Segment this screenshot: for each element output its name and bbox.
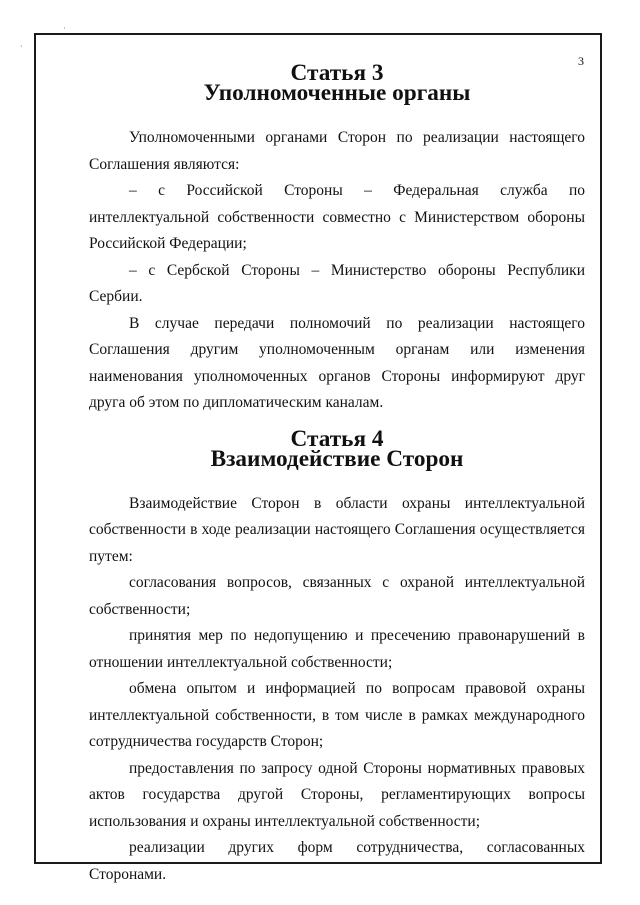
page-number: 3 (578, 54, 584, 68)
article-4-paragraph: Взаимодействие Сторон в области охраны интеллектуальной собственности в ходе реализации настоящего Соглашения осуществляется путем: (89, 494, 585, 565)
scan-speck: · (20, 42, 23, 51)
article-4-title: Взаимодействие Сторон (210, 445, 464, 472)
article-3-number: Статья 3 (290, 60, 384, 86)
article-3-paragraph: Уполномоченными органами Сторон по реализации настоящего Соглашения являются: (89, 129, 585, 173)
article-4-paragraph: принятия мер по недопущению и пресечению правонарушений в отношении интеллектуальной собственности; (89, 627, 585, 671)
article-3-paragraph: – с Российской Стороны – Федеральная служба по интеллектуальной собственности совместно с Министерством обороны Российской Федерации; (89, 182, 585, 252)
article-4-paragraph: обмена опытом и информацией по вопросам правовой охраны интеллектуальной собственности, в том числе в рамках международного сотрудничества государств Сторон; (89, 680, 585, 750)
document-body (89, 59, 585, 888)
article-4-number: Статья 4 (290, 425, 384, 452)
article-4-paragraph: согласования вопросов, связанных с охраной интеллектуальной собственности; (89, 574, 585, 618)
article-4-paragraph: предоставления по запросу одной Стороны нормативных правовых актов государства другой Стороны, регламентирующих вопросы использования и охраны интеллектуальной собственности; (89, 759, 585, 830)
article-4-paragraph: реализации других форм сотрудничества, согласованных Сторонами. (89, 839, 585, 883)
scan-speck: · (63, 24, 66, 33)
article-3-title: Уполномоченные органы (203, 80, 471, 106)
article-3-paragraph: – с Сербской Стороны – Министерство обороны Республики Сербии. (89, 261, 585, 305)
article-3 (89, 60, 585, 417)
article-3-paragraph: В случае передачи полномочий по реализации настоящего Соглашения другим уполномоченным органам или изменения наименования уполномоченных органов Стороны информируют друг друга об этом по дипломатическим каналам. (89, 314, 585, 411)
article-4 (89, 425, 585, 889)
